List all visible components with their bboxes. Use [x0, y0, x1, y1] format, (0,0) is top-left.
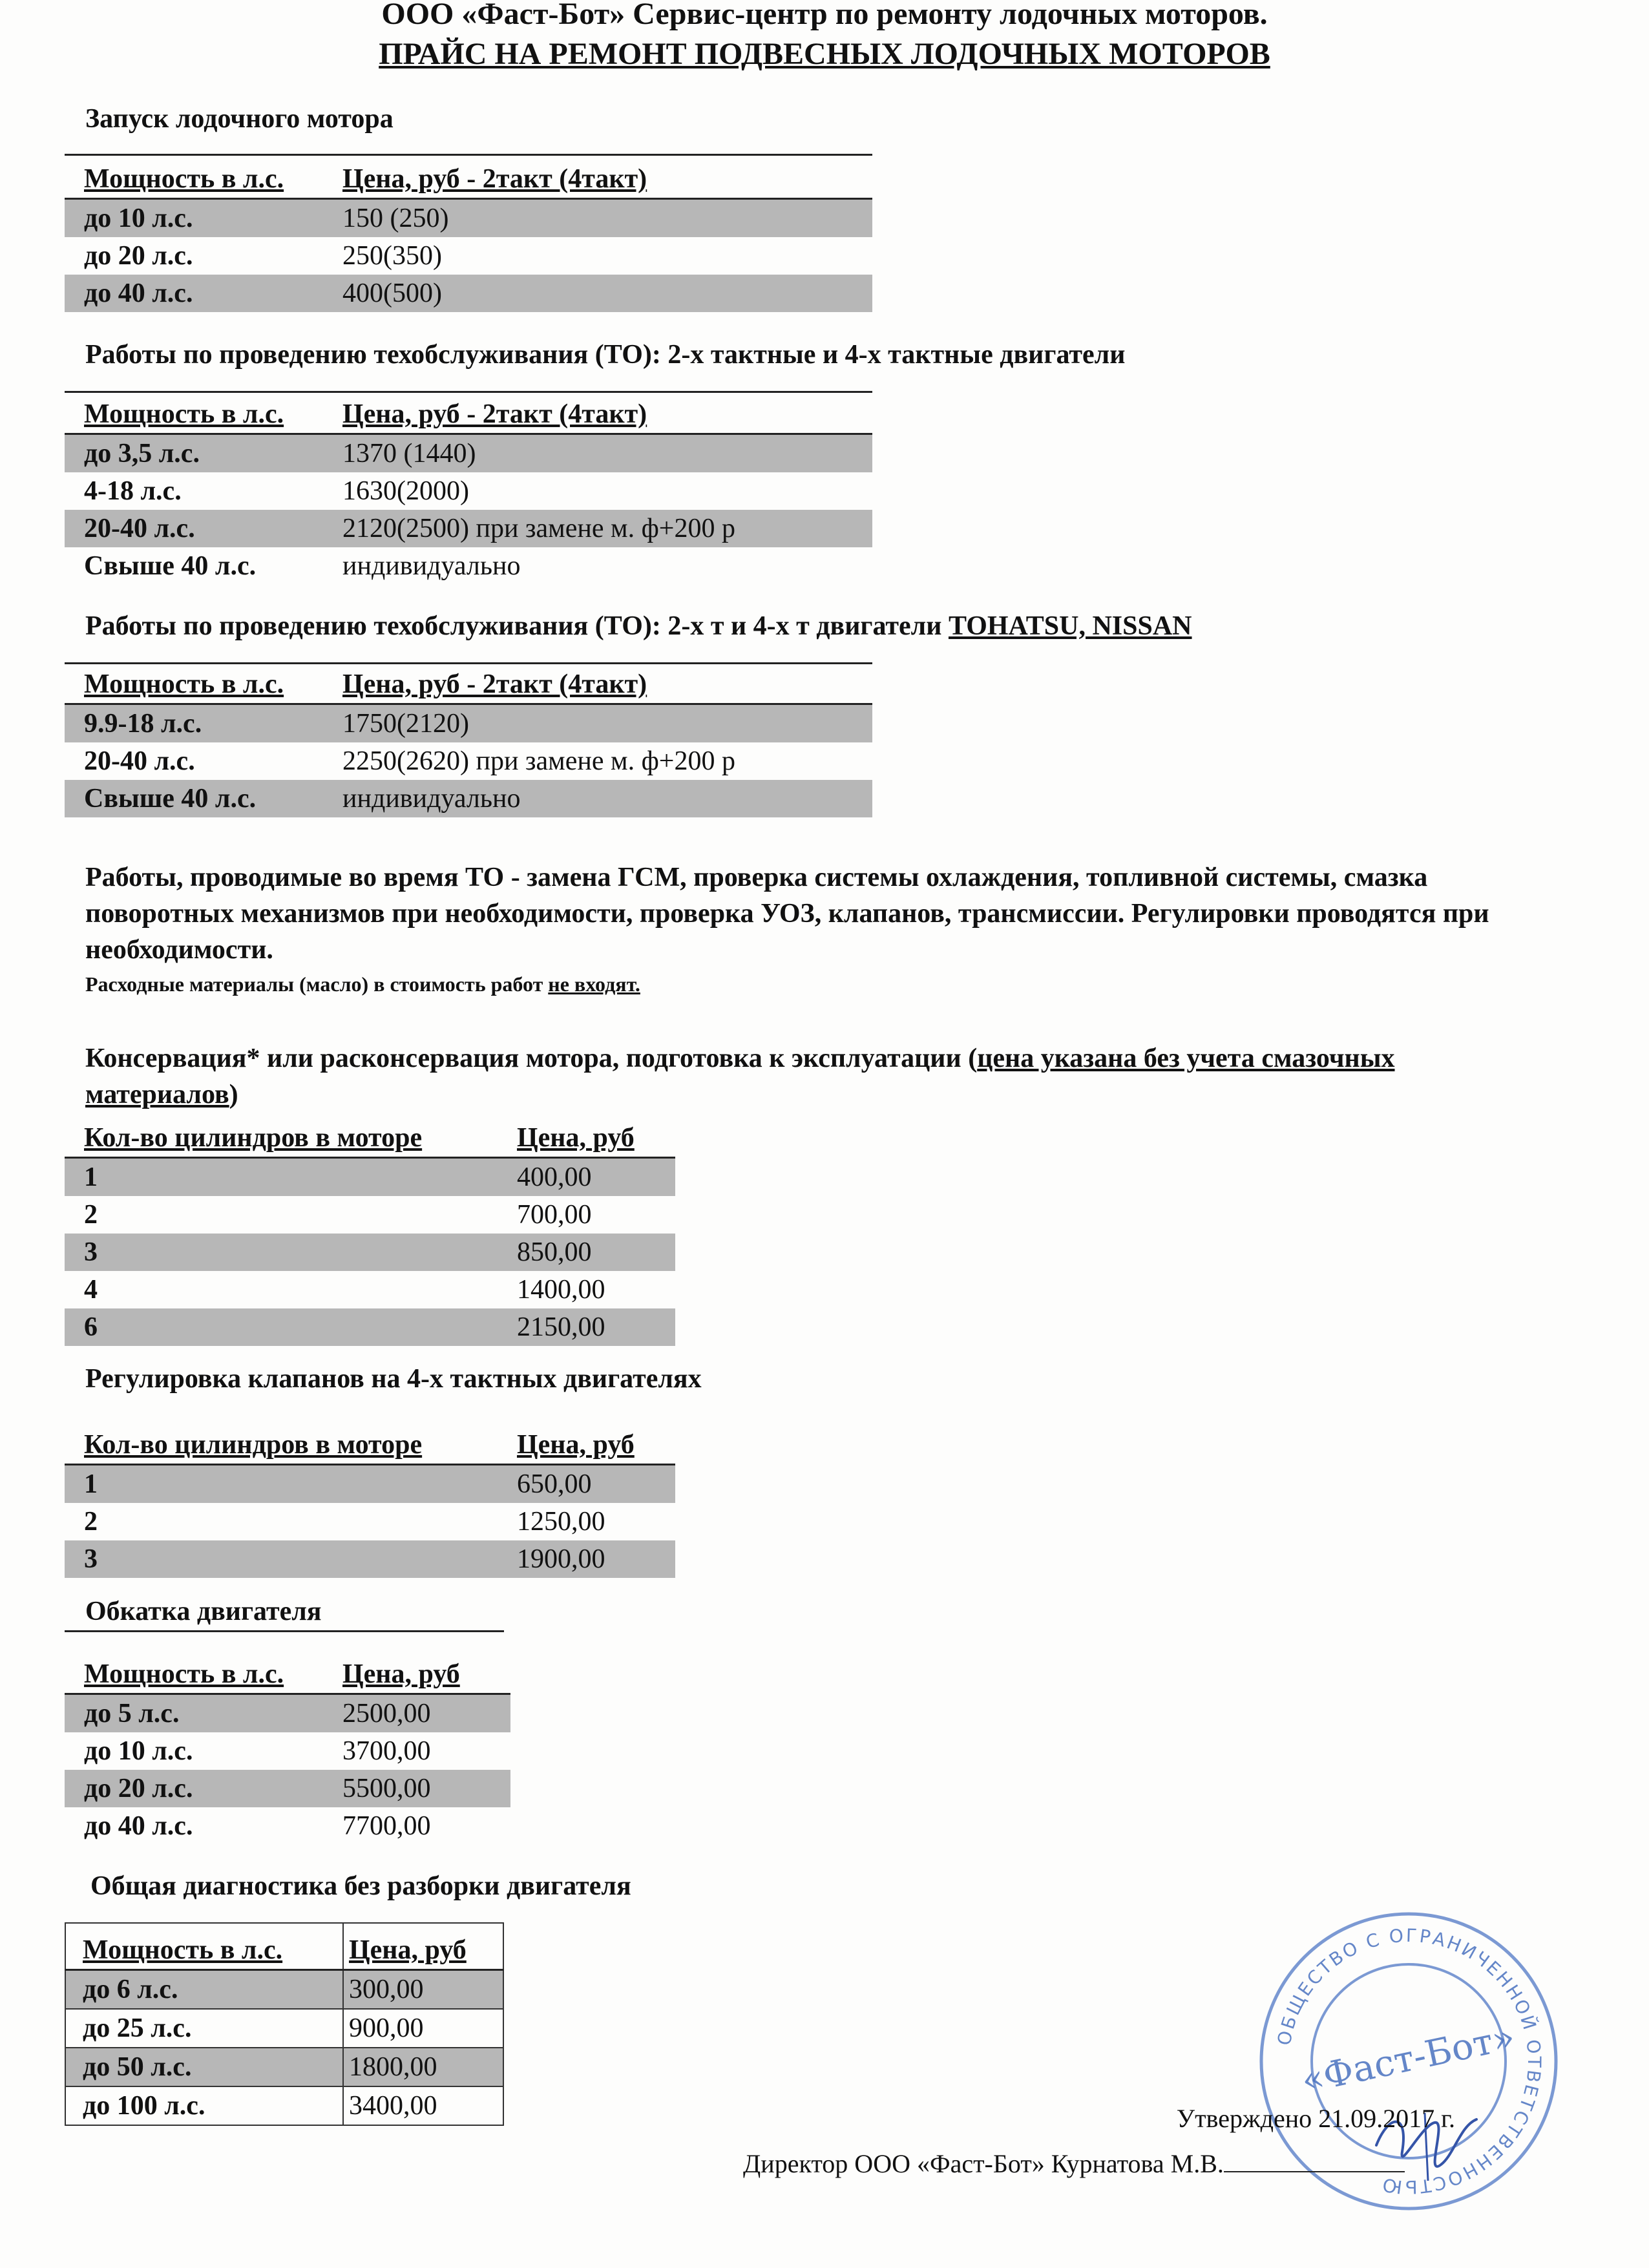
table-row: до 100 л.с. 3400,00	[65, 2086, 503, 2125]
table-row: до 20 л.с. 250(350)	[84, 241, 442, 271]
diagnostics-table	[65, 1922, 504, 2126]
signature-line	[1224, 2171, 1405, 2172]
column-header: Мощность в л.с.	[65, 1923, 343, 1970]
table-row: 3 1900,00	[65, 1540, 675, 1578]
service-description: Работы, проводимые во время ТО - замена ГСМ, проверка системы охлаждения, топливной системы, смазка поворотных механизмов при необходимости, проверка УОЗ, клапанов, трансмиссии. Регулировки проводятся при необходимости.	[85, 863, 1489, 965]
service-heading: Работы по проведению техобслуживания (ТО): 2-х тактные и 4-х тактные двигатели	[85, 340, 1126, 370]
launch-heading: Запуск лодочного мотора	[85, 104, 394, 134]
valves-table	[65, 1418, 675, 1578]
not-included: не входят.	[548, 972, 640, 996]
column-header: Цена, руб - 2такт (4такт)	[342, 160, 872, 199]
breakin-table	[65, 1648, 510, 1845]
table-row: до 40 л.с. 7700,00	[84, 1811, 431, 1841]
table-row: до 10 л.с. 3700,00	[84, 1736, 431, 1766]
divider	[65, 391, 872, 393]
director-line: Директор ООО «Фаст-Бот» Курнатова М.В.	[743, 2148, 1405, 2179]
table-row: 3 850,00	[65, 1234, 675, 1271]
company-title: ООО «Фаст-Бот» Сервис-центр по ремонту лодочных моторов.	[381, 0, 1268, 31]
column-header: Кол-во цилиндров в моторе	[65, 1111, 517, 1158]
table-row: 1 400,00	[65, 1158, 675, 1197]
conservation-heading: Консервация* или расконсервация мотора, подготовка к эксплуатации (цена указана без учета смазочных материалов)	[85, 1044, 1395, 1109]
divider	[65, 1630, 504, 1632]
conservation-table	[65, 1111, 675, 1346]
table-row: 4-18 л.с. 1630(2000)	[84, 476, 469, 506]
table-row: Свыше 40 л.с. индивидуально	[65, 780, 872, 817]
breakin-heading: Обкатка двигателя	[85, 1597, 322, 1626]
column-header: Кол-во цилиндров в моторе	[65, 1418, 517, 1465]
launch-table	[65, 160, 872, 312]
table-row: до 10 л.с. 150 (250)	[65, 199, 872, 238]
table-row: 2 700,00	[84, 1200, 592, 1230]
column-header: Цена, руб	[517, 1111, 675, 1158]
conservation-price-note: цена указана без учета смазочных материалов	[85, 1044, 1395, 1109]
table-row: до 5 л.с. 2500,00	[65, 1694, 510, 1733]
table-row: 4 1400,00	[84, 1275, 605, 1305]
table-row: до 20 л.с. 5500,00	[65, 1770, 510, 1807]
divider	[65, 662, 872, 664]
table-row: 9.9-18 л.с. 1750(2120)	[65, 704, 872, 743]
column-header: Мощность в л.с.	[65, 1648, 342, 1694]
column-header: Цена, руб	[517, 1418, 675, 1465]
column-header: Цена, руб - 2такт (4такт)	[342, 666, 872, 704]
column-header: Мощность в л.с.	[65, 160, 342, 199]
divider	[65, 154, 872, 156]
price-list-title: ПРАЙС НА РЕМОНТ ПОДВЕСНЫХ ЛОДОЧНЫХ МОТОРОВ	[379, 37, 1270, 71]
table-row: до 50 л.с. 1800,00	[65, 2048, 503, 2086]
table-row: 20-40 л.с. 2120(2500) при замене м. ф+200 р	[65, 510, 872, 547]
table-row: до 3,5 л.с. 1370 (1440)	[65, 434, 872, 473]
table-row: до 40 л.с. 400(500)	[65, 275, 872, 312]
tohatsu-table	[65, 666, 872, 817]
table-row: 6 2150,00	[65, 1308, 675, 1346]
diagnostics-heading: Общая диагностика без разборки двигателя	[90, 1871, 631, 1901]
valves-heading: Регулировка клапанов на 4-х тактных двигателях	[85, 1364, 702, 1394]
column-header: Мощность в л.с.	[65, 666, 342, 704]
column-header: Цена, руб	[342, 1648, 510, 1694]
service-table	[65, 395, 872, 585]
table-row: 20-40 л.с. 2250(2620) при замене м. ф+200 р	[84, 746, 735, 776]
table-row: 1 650,00	[65, 1465, 675, 1504]
materials-note: Расходные материалы (масло) в стоимость работ не входят.	[85, 972, 640, 996]
approval-date: Утверждено 21.09.2017 г.	[1176, 2104, 1455, 2133]
table-row: до 25 л.с. 900,00	[65, 2009, 503, 2048]
column-header: Цена, руб	[343, 1923, 503, 1970]
table-row: Свыше 40 л.с. индивидуально	[84, 551, 521, 581]
brand-names: TOHATSU, NISSAN	[948, 611, 1192, 641]
svg-text:ОБЩЕСТВО С ОГРАНИЧЕННОЙ ОТВЕТС: ОБЩЕСТВО С ОГРАНИЧЕННОЙ ОТВЕТСТВЕННОСТЬЮ	[1273, 1924, 1546, 2198]
table-row: 2 1250,00	[84, 1507, 605, 1537]
column-header: Цена, руб - 2такт (4такт)	[342, 395, 872, 434]
column-header: Мощность в л.с.	[65, 395, 342, 434]
tohatsu-heading: Работы по проведению техобслуживания (ТО): 2-х т и 4-х т двигатели TOHATSU, NISSAN	[85, 611, 1192, 641]
svg-text:«Фаст-Бот»: «Фаст-Бот»	[1297, 2015, 1519, 2103]
table-row: до 6 л.с. 300,00	[65, 1970, 503, 2010]
